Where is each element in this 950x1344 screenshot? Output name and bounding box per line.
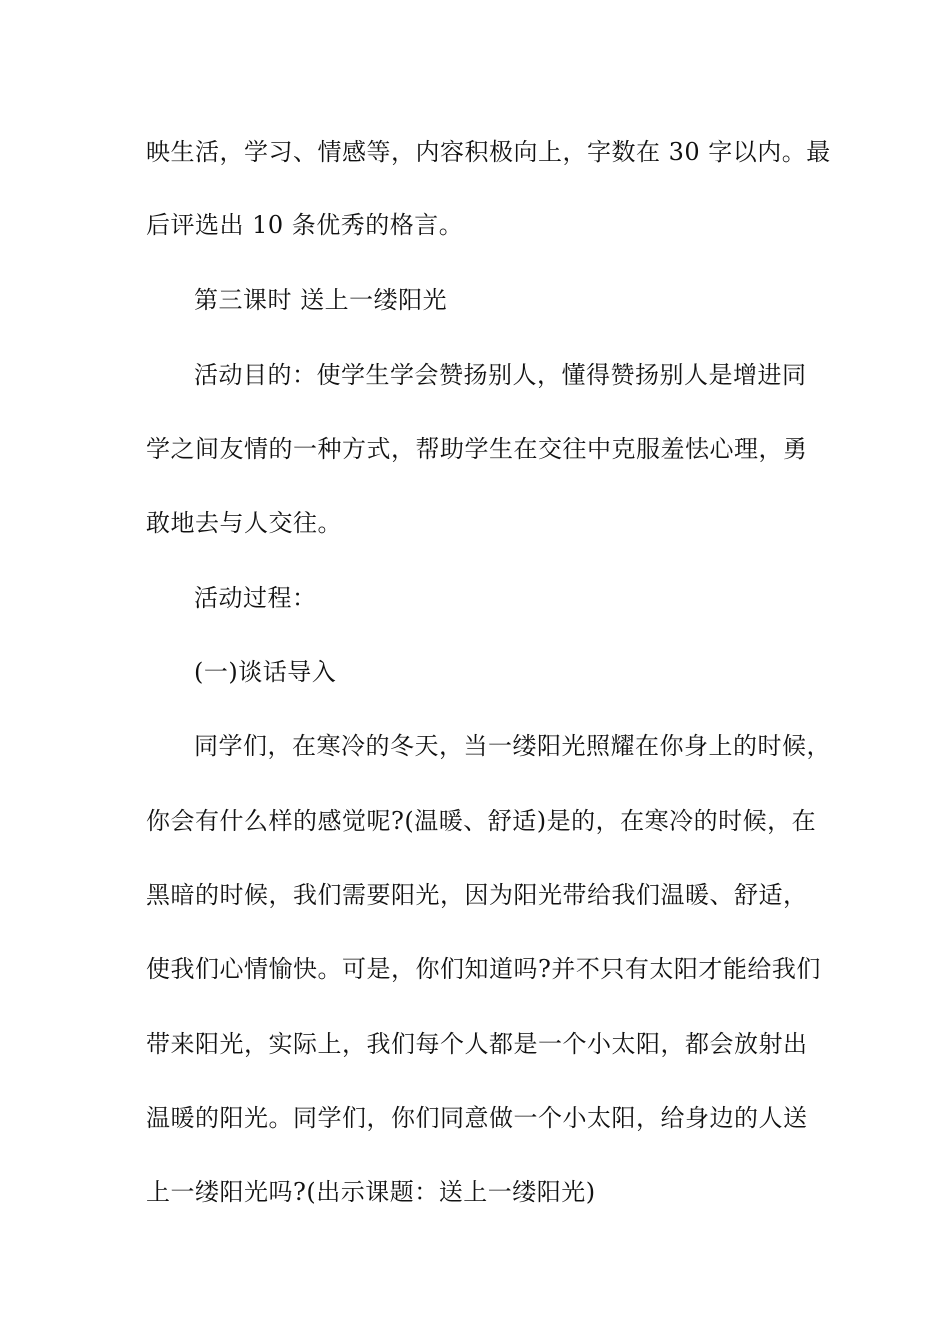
paragraph-line: 映生活，学习、情感等，内容积极向上，字数在 30 字以内。最 [146, 138, 831, 166]
paragraph-line: 你会有什么样的感觉呢?(温暖、舒适)是的，在寒冷的时候，在 [146, 807, 817, 835]
paragraph-line: 使我们心情愉快。可是，你们知道吗?并不只有太阳才能给我们 [146, 955, 821, 983]
paragraph-line: 后评选出 10 条优秀的格言。 [146, 211, 464, 239]
section-heading: 第三课时 送上一缕阳光 [194, 286, 448, 314]
paragraph-line: 同学们，在寒冷的冬天，当一缕阳光照耀在你身上的时候， [194, 732, 831, 760]
paragraph-line: 带来阳光，实际上，我们每个人都是一个小太阳，都会放射出 [146, 1030, 808, 1058]
paragraph-line: 活动过程： [194, 584, 317, 612]
paragraph-line: 活动目的：使学生学会赞扬别人，懂得赞扬别人是增进同 [194, 361, 807, 389]
paragraph-line: 黑暗的时候，我们需要阳光，因为阳光带给我们温暖、舒适， [146, 881, 808, 909]
subsection-heading: (一)谈话导入 [194, 658, 337, 686]
paragraph-line: 温暖的阳光。同学们，你们同意做一个小太阳，给身边的人送 [146, 1104, 808, 1132]
paragraph-line: 学之间友情的一种方式，帮助学生在交往中克服羞怯心理，勇 [146, 435, 808, 463]
paragraph-line: 敢地去与人交往。 [146, 509, 342, 537]
paragraph-line: 上一缕阳光吗?(出示课题：送上一缕阳光) [146, 1178, 596, 1206]
